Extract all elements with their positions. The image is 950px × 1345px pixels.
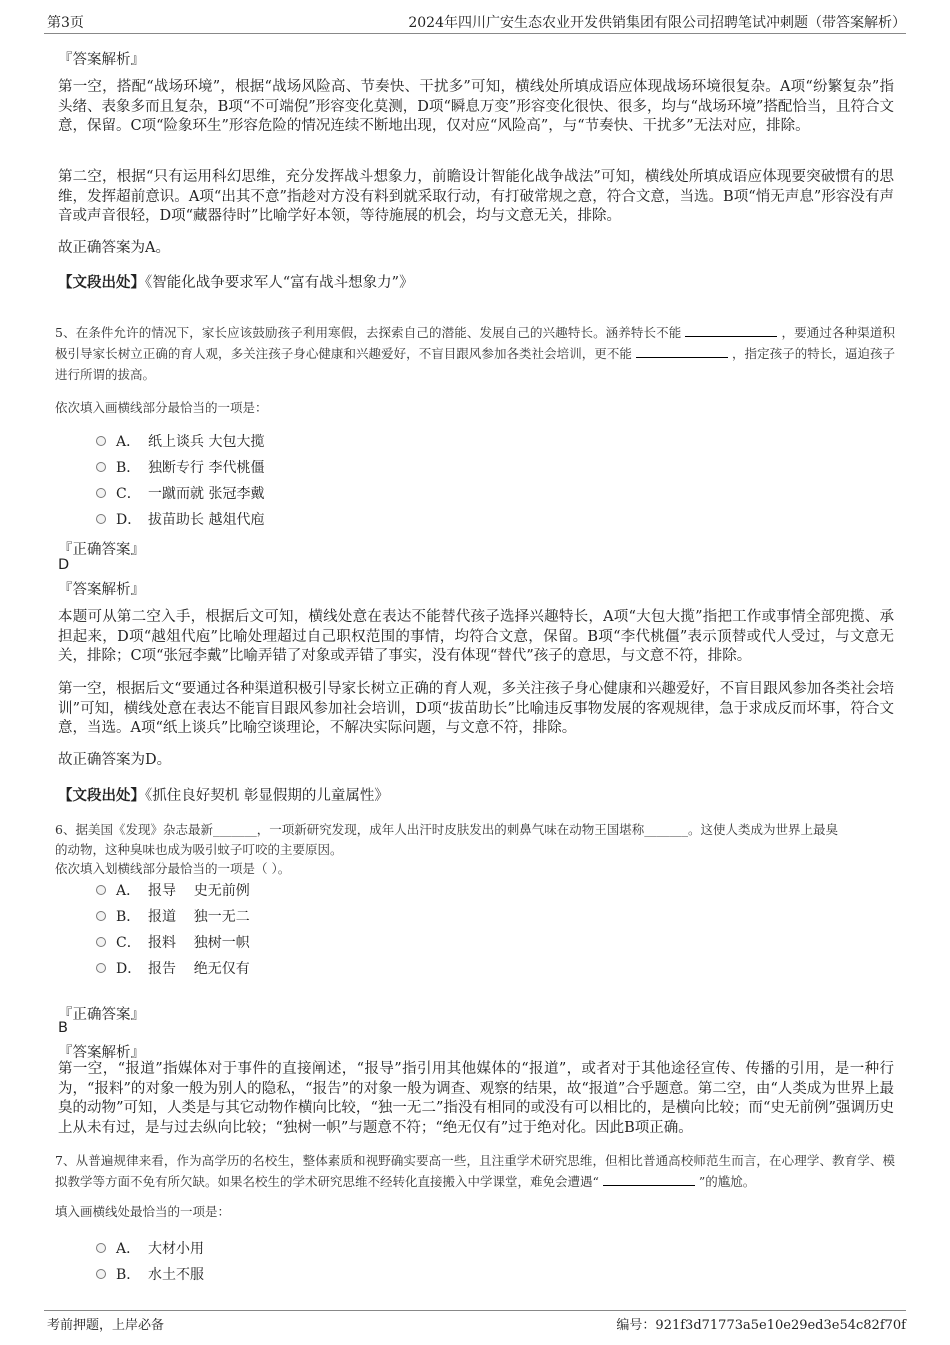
footer-doc-id: 编号：921f3d71773a5e10e29ed3e54c82f70f xyxy=(616,1318,906,1333)
q4-conclusion: 故正确答案为A。 xyxy=(58,240,170,256)
radio-icon[interactable] xyxy=(96,436,106,446)
q6-option-d[interactable]: D． 报告 绝无仅有 xyxy=(96,959,250,979)
q5-prompt: 依次填入画横线部分最恰当的一项是： xyxy=(55,400,268,415)
q5-option-d[interactable]: D． 拔苗助长 越俎代庖 xyxy=(96,510,264,530)
q6-correct-label: 『正确答案』 xyxy=(58,1007,145,1023)
q5-analysis-p1: 本题可从第二空入手，根据后文可知，横线处意在表达不能替代孩子选择兴趣特长，A项“大包大揽”指把工作或事情全部兜揽、承担起来，D项“越俎代庖”比喻处理超过自己职权范围的事情，均符合文意，保留。B项“李代桃僵”表示顶替或代人受过，与文意无关，排除；C项“张冠李戴”比喻弄错了对象或弄错了事实，没有体现“替代”孩子的意思，与文意不符，排除。 xyxy=(58,609,894,664)
q5-source xyxy=(58,786,894,807)
q4-analysis-p1: 第一空，搭配“战场环境”，根据“战场风险高、节奏快、干扰多”可知，横线处所填成语应体现战场环境很复杂。A项“纷繁复杂”指头绪、表象多而且复杂，B项“不可端倪”形容变化莫测，D项“瞬息万变”形容变化很快、很多，均与“战场环境”搭配恰当，且符合文意，保留。C项“险象环生”形容危险的情况连续不断地出现，仅对应“风险高”，与“节奏快、干扰多”无法对应，排除。 xyxy=(58,79,894,134)
q6-analysis: 第一空，“报道”指媒体对于事件的直接阐述，“报导”指引用其他媒体的“报道”，或者对于其他途径宣传、传播的引用，是一种行为，“报料”的对象一般为别人的隐私，“报告”的对象一般为调查、观察的结果，故“报道”合乎题意。第二空，由“人类成为世界上最臭的动物”可知，人类是与其它动物作横向比较，“独一无二”指没有相同的或没有可以相比的，是横向比较；而“史无前例”强调历史上从未有过，是与过去纵向比较；“独树一帜”与题意不符；“绝无仅有”过于绝对化。因此B项正确。 xyxy=(58,1061,894,1136)
q7-stem-a: 7、从普遍规律来看，作为高学历的名校生，整体素质和视野确实要高一些，且注重学术研究思维，但相比普通高校师范生而言，在心理学、教育学、模拟教学等方面不免有所欠缺。如果名校生的学术研究思维不经转化直接搬入中学课堂，难免会遭遇“ xyxy=(55,1153,895,1189)
radio-icon[interactable] xyxy=(96,1243,106,1253)
page-number: 第3页 xyxy=(47,15,84,31)
q5-option-c[interactable]: C． 一蹴而就 张冠李戴 xyxy=(96,484,264,504)
radio-icon[interactable] xyxy=(96,462,106,472)
radio-icon[interactable] xyxy=(96,885,106,895)
radio-icon[interactable] xyxy=(96,488,106,498)
q5-blank-2 xyxy=(636,344,728,358)
q6-option-a[interactable]: A． 报导 史无前例 xyxy=(96,881,250,901)
q7-blank xyxy=(603,1172,695,1186)
q7-option-b[interactable]: B． 水土不服 xyxy=(96,1265,204,1285)
q5-stem xyxy=(55,322,895,385)
source-tag: 【文段出处】 xyxy=(58,787,145,804)
footer-divider xyxy=(44,1310,906,1311)
q5-correct-label: 『正确答案』 xyxy=(58,542,145,558)
q6-stem-line1: 6、据美国《发现》杂志最新_______，一项新研究发现，成年人出汗时皮肤发出的刺鼻气味在动物王国堪称_______。这使人类成为世界上最臭 xyxy=(55,822,838,837)
q5-stem-a: 5、在条件允许的情况下，家长应该鼓励孩子利用寒假，去探索自己的潜能、发展自己的兴趣特长。涵养特长不能 xyxy=(55,325,682,340)
q7-stem-b: ”的尴尬。 xyxy=(698,1174,756,1189)
source-tag: 【文段出处】 xyxy=(58,274,145,291)
q5-stem-c: ，指定孩子的特长，逼迫孩子进行所谓的拔高。 xyxy=(55,346,895,382)
q5-option-a[interactable]: A． 纸上谈兵 大包大揽 xyxy=(96,432,264,452)
q4-analysis-p2: 第二空，根据“只有运用科幻思维，充分发挥战斗想象力，前瞻设计智能化战争战法”可知，横线处所填成语应体现要突破惯有的思维，发挥超前意识。A项“出其不意”指趁对方没有料到就采取行动，有打破常规之意，符合文意，当选。B项“悄无声息”形容没有声音或声音很轻，D项“藏器待时”比喻学好本领，等待施展的机会，均与文意无关，排除。 xyxy=(58,169,894,224)
document-title: 2024年四川广安生态农业开发供销集团有限公司招聘笔试冲刺题（带答案解析） xyxy=(408,15,906,31)
source-title: 《智能化战争要求军人“富有战斗想象力”》 xyxy=(145,275,414,291)
q6-option-b[interactable]: B． 报道 独一无二 xyxy=(96,907,250,927)
q4-analysis-label: 『答案解析』 xyxy=(58,52,145,68)
q7-prompt: 填入画横线处最恰当的一项是： xyxy=(55,1204,231,1219)
q7-stem xyxy=(55,1150,895,1192)
q5-analysis-p2: 第一空，根据后文“要通过各种渠道积极引导家长树立正确的育人观，多关注孩子身心健康和兴趣爱好，不盲目跟风参加各类社会培训”可知，横线处意在表达不能盲目跟风参加社会培训，D项“拔苗助长”比喻违反事物发展的客观规律，急于求成反而坏事，符合文意，当选。A项“纸上谈兵”比喻空谈理论，不解决实际问题，与文意不符，排除。 xyxy=(58,681,894,736)
q5-stem-b: ，要通过各种渠道积极引导家长树立正确的育人观，多关注孩子身心健康和兴趣爱好，不盲目跟风参加各类社会培训，更不能 xyxy=(55,325,895,361)
radio-icon[interactable] xyxy=(96,1269,106,1279)
radio-icon[interactable] xyxy=(96,514,106,524)
source-title: 《抓住良好契机 彰显假期的儿童属性》 xyxy=(145,788,389,804)
q5-blank-1 xyxy=(685,323,777,337)
q6-prompt: 依次填入划横线部分最恰当的一项是（ ）。 xyxy=(55,861,291,876)
radio-icon[interactable] xyxy=(96,911,106,921)
header-divider xyxy=(44,33,906,34)
q6-analysis-label: 『答案解析』 xyxy=(58,1045,145,1061)
q6-stem-line2: 的动物，这种臭味也成为吸引蚊子叮咬的主要原因。 xyxy=(55,842,343,857)
q7-option-a[interactable]: A． 大材小用 xyxy=(96,1239,204,1259)
q5-conclusion: 故正确答案为D。 xyxy=(58,752,172,768)
q4-source xyxy=(58,273,894,294)
radio-icon[interactable] xyxy=(96,937,106,947)
footer-slogan: 考前押题，上岸必备 xyxy=(47,1318,165,1333)
q5-option-b[interactable]: B． 独断专行 李代桃僵 xyxy=(96,458,264,478)
radio-icon[interactable] xyxy=(96,963,106,973)
q5-analysis-label: 『答案解析』 xyxy=(58,582,145,598)
q5-answer: D xyxy=(58,557,70,573)
q6-option-c[interactable]: C． 报料 独树一帜 xyxy=(96,933,250,953)
q6-answer: B xyxy=(58,1020,68,1036)
